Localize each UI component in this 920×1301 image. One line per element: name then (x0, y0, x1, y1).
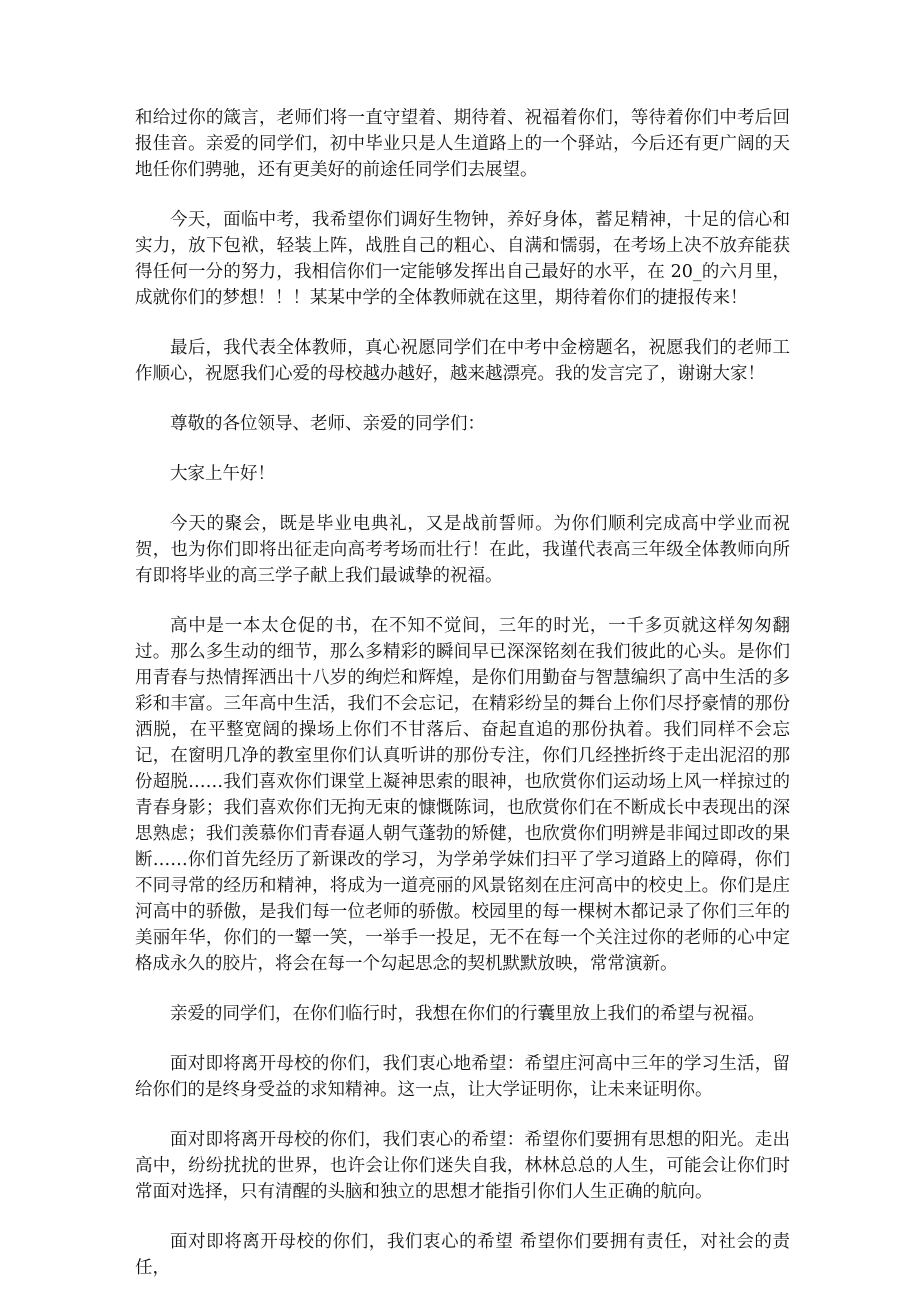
paragraph-10: 面对即将离开母校的你们，我们衷心的希望：希望你们要拥有思想的阳光。走出高中，纷纷扰扰的世界，也许会让你们迷失自我，林林总总的人生，可能会让你们时常面对选择，只有清醒的头脑和独立的思想才能指引你们人生正确的航向。 (135, 1130, 790, 1202)
paragraph-3: 最后，我代表全体教师，真心祝愿同学们在中考中金榜题名，祝愿我们的老师工作顺心，祝愿我们心爱的母校越办越好，越来越漂亮。我的发言完了，谢谢大家！ (135, 338, 790, 384)
paragraph-2: 今天，面临中考，我希望你们调好生物钟，养好身体，蓄足精神，十足的信心和实力，放下包袱，轻装上阵，战胜自己的粗心、自满和懦弱，在考场上决不放弃能获得任何一分的努力，我相信你们一定能够发挥出自己最好的水平，在 20_的六月里，成就你们的梦想！！！某某中学的全体教师就在这里，期待着你们的捷报传来！ (135, 210, 790, 308)
document-body (135, 105, 790, 1281)
paragraph-6: 今天的聚会，既是毕业电典礼，又是战前誓师。为你们顺利完成高中学业而祝贺，也为你们即将出征走向高考考场而壮行！在此，我谨代表高三年级全体教师向所有即将毕业的高三学子献上我们最诚挚的祝福。 (135, 514, 790, 586)
paragraph-11: 面对即将离开母校的你们，我们衷心的希望 希望你们要拥有责任，对社会的责任， (135, 1232, 790, 1278)
paragraph-1: 和给过你的箴言，老师们将一直守望着、期待着、祝福着你们，等待着你们中考后回报佳音。亲爱的同学们，初中毕业只是人生道路上的一个驿站，今后还有更广阔的天地任你们骋驰，还有更美好的前途任同学们去展望。 (135, 108, 790, 180)
salutation: 尊敬的各位领导、老师、亲爱的同学们： (170, 414, 485, 434)
paragraph-9: 面对即将离开母校的你们，我们衷心地希望：希望庄河高中三年的学习生活，留给你们的是终身受益的求知精神。这一点，让大学证明你，让未来证明你。 (135, 1054, 790, 1100)
paragraph-8: 亲爱的同学们，在你们临行时，我想在你们的行囊里放上我们的希望与祝福。 (170, 1004, 765, 1024)
greeting: 大家上午好！ (170, 464, 275, 484)
paragraph-7: 高中是一本太仓促的书，在不知不觉间，三年的时光，一千多页就这样匆匆翻过。那么多生动的细节，那么多精彩的瞬间早已深深铭刻在我们彼此的心头。是你们用青春与热情挥洒出十八岁的绚烂和辉煌，是你们用勤奋与智慧编织了高中生活的多彩和丰富。三年高中生活，我们不会忘记，在精彩纷呈的舞台上你们尽抒豪情的那份洒脱，在平整宽阔的操场上你们不甘落后、奋起直追的那份执着。我们同样不会忘记，在窗明几净的教室里你们认真听讲的那份专注，你们几经挫折终于走出泥沼的那份超脱……我们喜欢你们课堂上凝神思索的眼神，也欣赏你们运动场上风一样掠过的青春身影；我们喜欢你们无拘无束的慷慨陈词，也欣赏你们在不断成长中表现出的深思熟虑；我们羡慕你们青春逼人朝气蓬勃的矫健，也欣赏你们明辨是非闻过即改的果断……你们首先经历了新课改的学习，为学弟学妹们扫平了学习道路上的障碍，你们不同寻常的经历和精神，将成为一道亮丽的风景铭刻在庄河高中的校史上。你们是庄河高中的骄傲，是我们每一位老师的骄傲。校园里的每一棵树木都记录了你们三年的美丽年华，你们的一颦一笑，一举手一投足，无不在每一个关注过你的老师的心中定格成永久的胶片，将会在每一个勾起思念的契机默默放映，常常演新。 (135, 616, 790, 974)
